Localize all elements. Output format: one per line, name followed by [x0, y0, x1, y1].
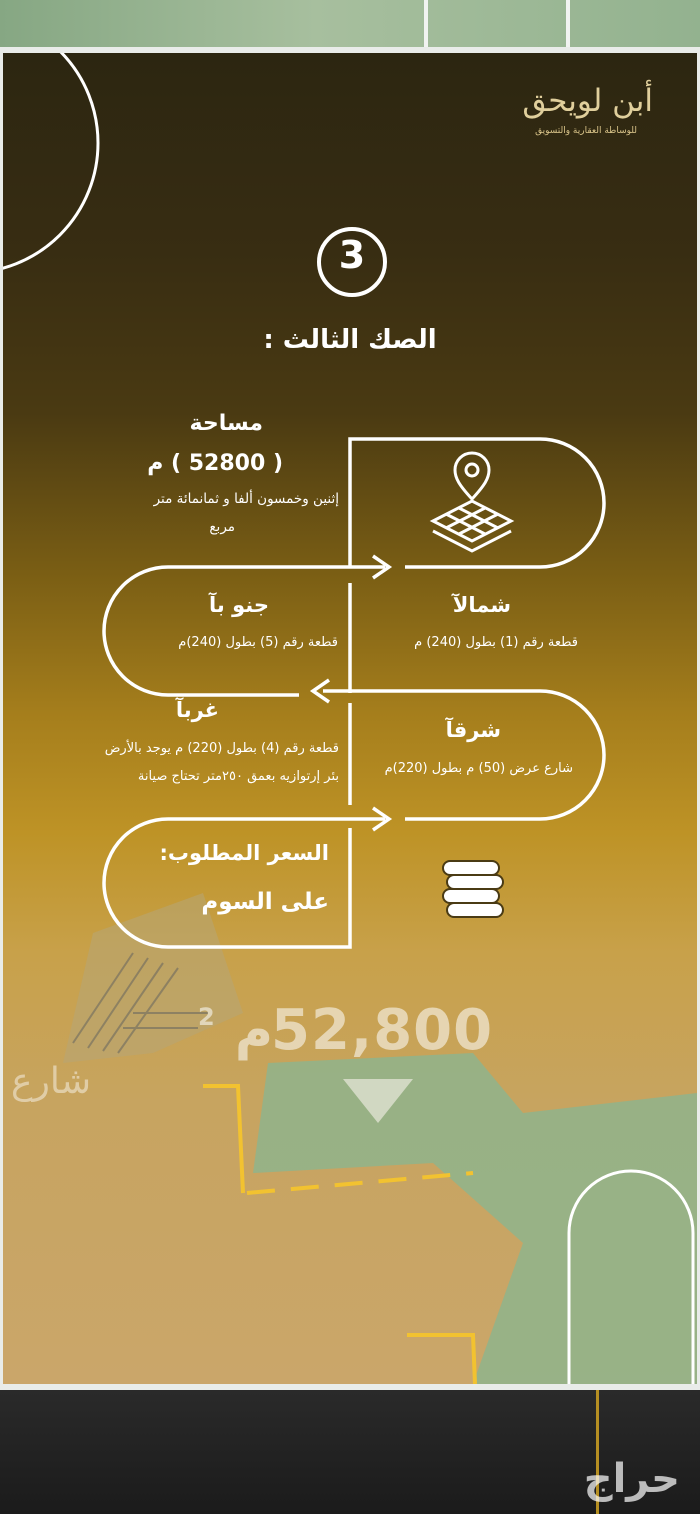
previous-image-strip [0, 0, 700, 47]
map-unit-label: م [234, 1001, 273, 1061]
north-heading: شمالآ [452, 593, 511, 617]
decor-circle [3, 53, 98, 273]
map-field-green [253, 1053, 697, 1384]
price-heading: السعر المطلوب: [159, 841, 329, 865]
map-street-label: شارع [11, 1061, 91, 1102]
strip-divider [566, 0, 570, 47]
logo-tagline: للوساطة العقارية والتسويق [535, 126, 637, 136]
south-heading: جنو بآ [209, 593, 269, 617]
deed-title: الصك الثالث : [263, 325, 437, 355]
east-heading: شرقآ [445, 718, 501, 742]
area-words-line2: مربع [209, 519, 235, 535]
map-unit-superscript: 2 [198, 1003, 215, 1031]
east-detail: شارع عرض (50) م بطول (220)م [384, 761, 573, 776]
west-detail-line1: قطعة رقم (4) بطول (220) م يوجد بالأرض [104, 741, 339, 756]
price-value: على السوم [201, 889, 329, 915]
area-heading: مساحة [189, 411, 263, 436]
west-detail-line2: بئر إرتوازيه بعمق ٢٥٠متر تحتاج صيانة [137, 769, 339, 784]
next-image-strip [0, 1390, 700, 1514]
west-heading: غربآ [175, 698, 219, 722]
south-loop-outline [104, 567, 385, 695]
listing-poster[interactable] [3, 53, 697, 1384]
north-detail: قطعة رقم (1) بطول (240) م [414, 635, 578, 650]
map-area-label: 52,800 [271, 998, 494, 1063]
area-value: ( 52800 ) م [147, 451, 283, 476]
map-parcel-line [203, 1086, 243, 1193]
map-parcel-line [407, 1335, 475, 1384]
east-loop-outline [323, 691, 604, 819]
logo-name: أبن لويحق [522, 83, 653, 119]
haraj-watermark: حراج [583, 1456, 680, 1502]
coin-stack-icon [443, 861, 503, 917]
location-layers-icon [433, 453, 511, 551]
south-detail: قطعة رقم (5) بطول (240)م [178, 635, 338, 650]
deed-number: 3 [338, 233, 366, 277]
area-words-line1: إثنين وخمسون ألفا و ثمانمائة متر [153, 491, 339, 507]
strip-divider [424, 0, 428, 47]
map-parcel-dashed-line [247, 1173, 473, 1193]
